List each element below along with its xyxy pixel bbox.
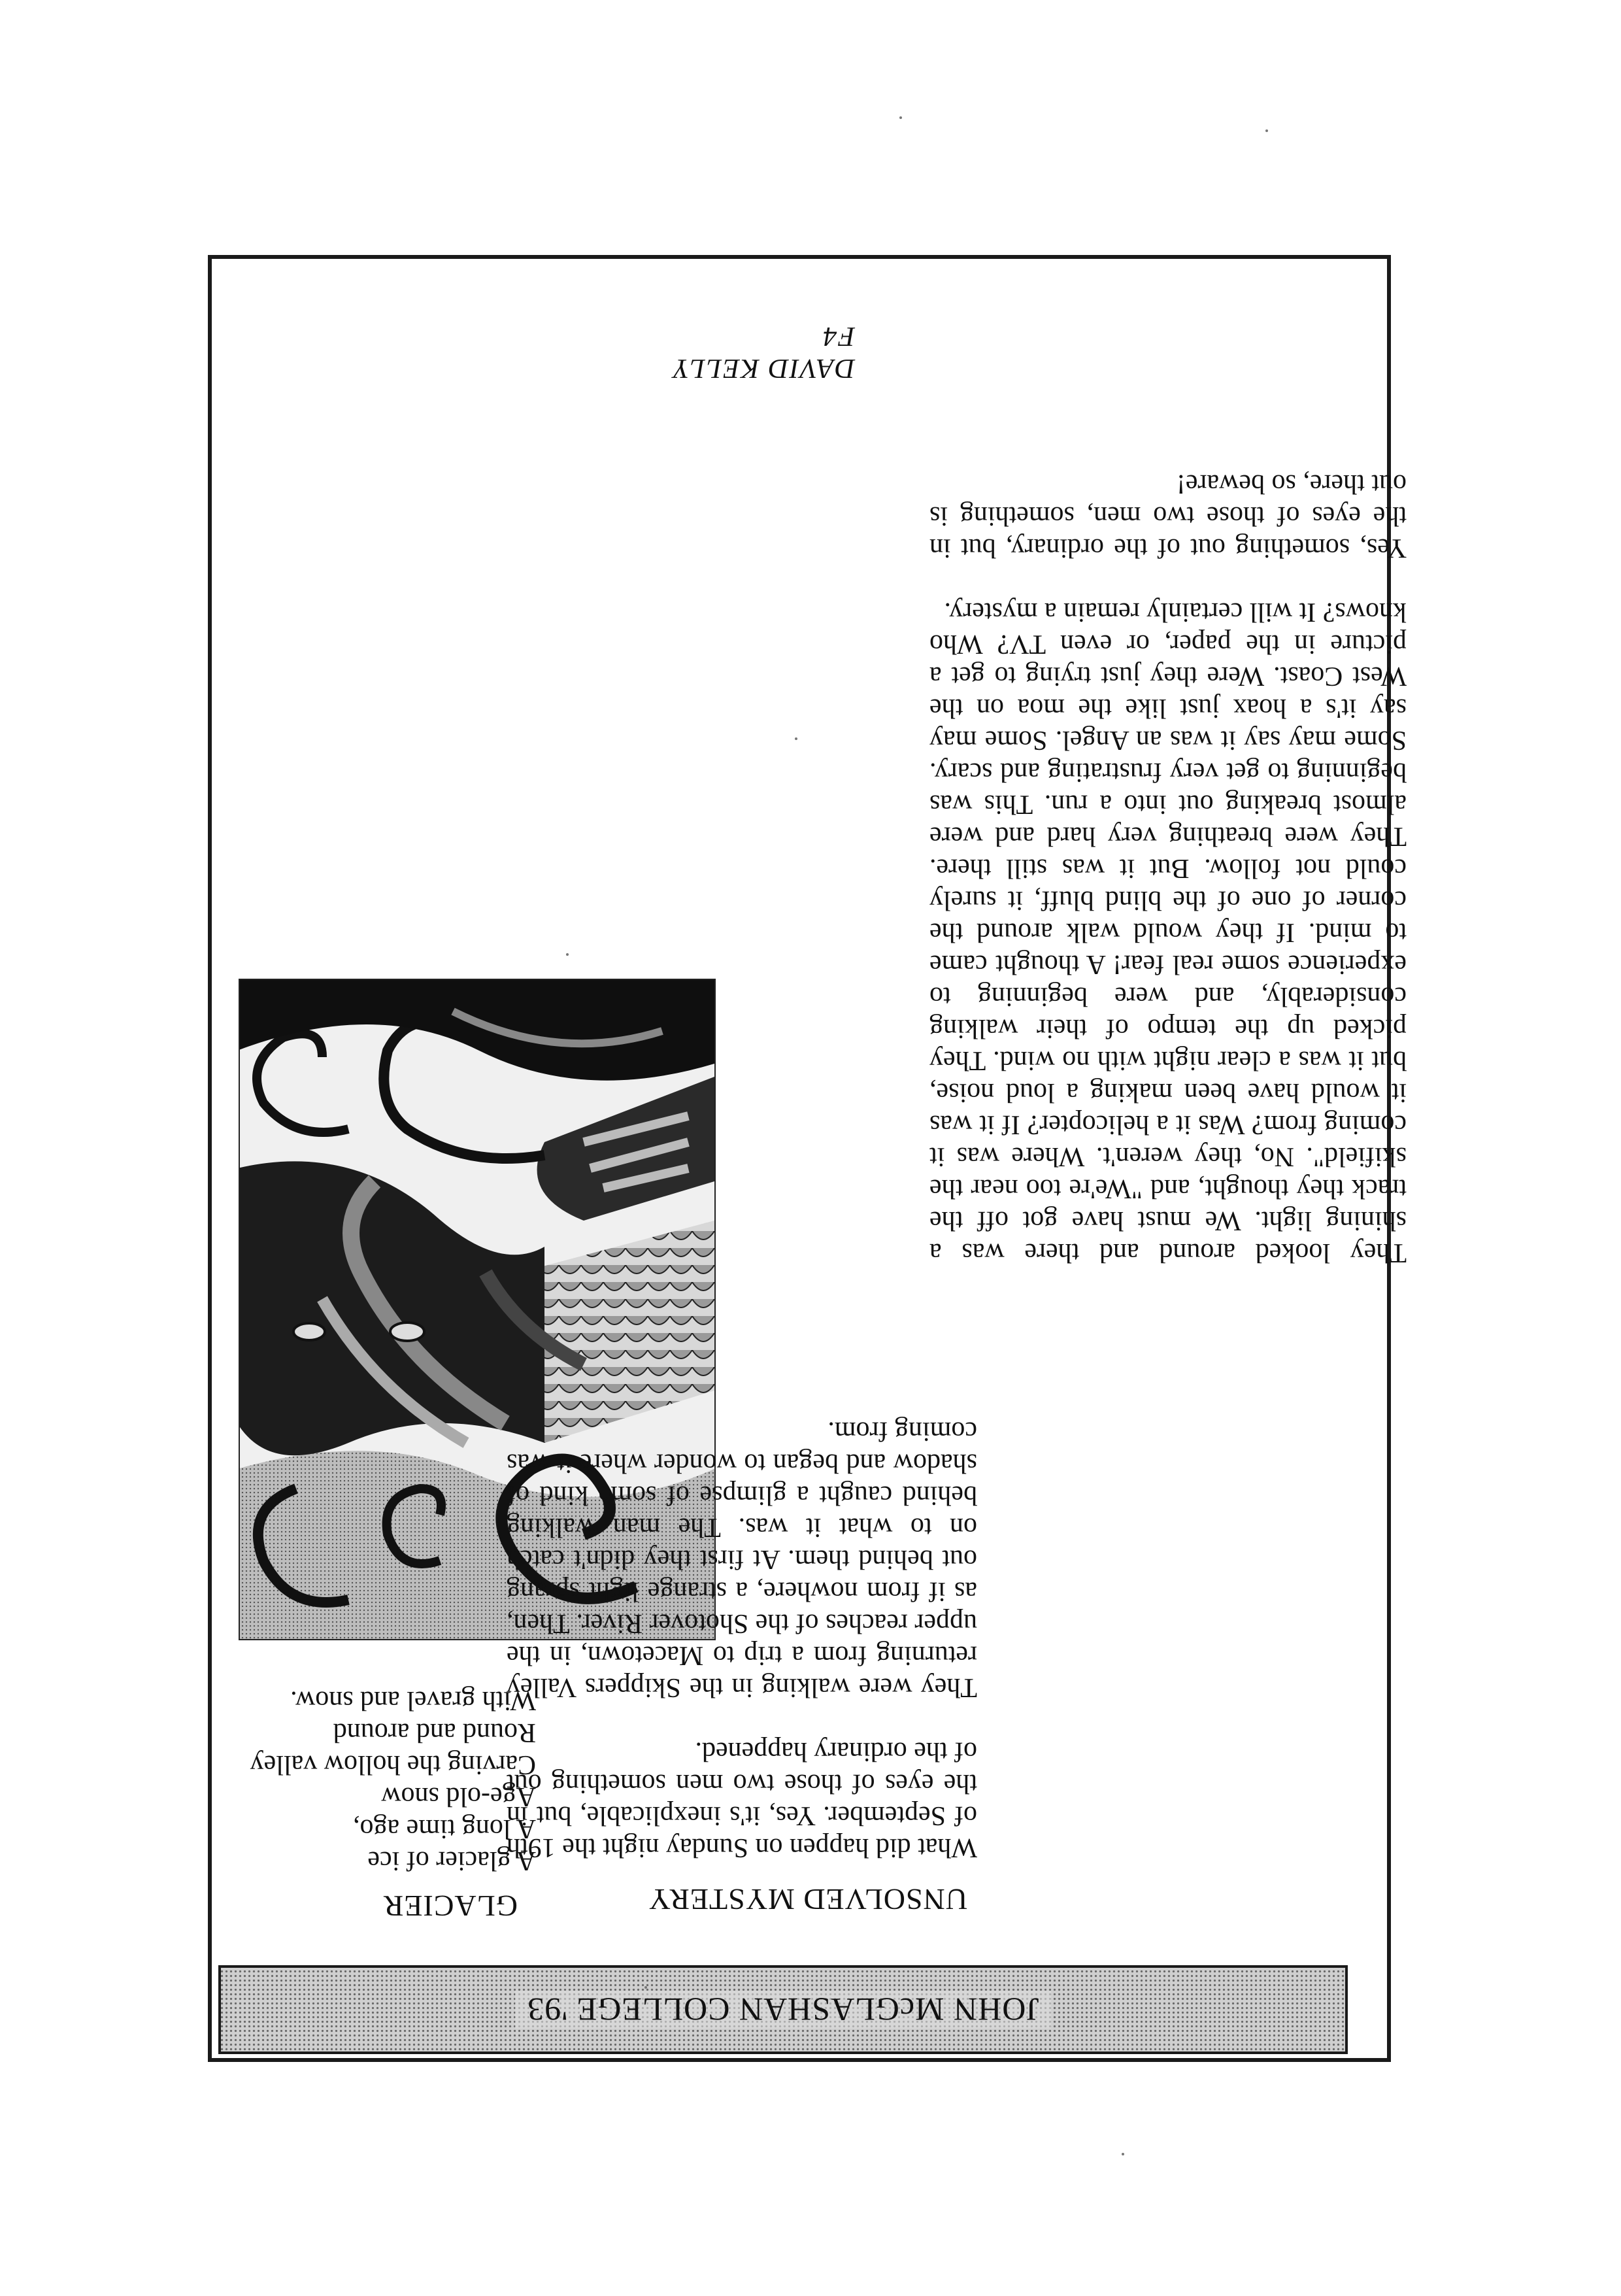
story-paragraph: What did happen on Sunday night the 19th of September. Yes, it's inexplicable, but in the eyes of those two men something out of the ordinary happened. (507, 1736, 977, 1863)
glacier-title: GLACIER (382, 1889, 518, 1923)
scan-speck (1265, 129, 1268, 132)
story-paragraph: They were walking in the Skippers Valley returning from a trip to Macetown, in the upper reaches of the Shotover River. Then, as if from nowhere, a strange light sprang out behind them. At first they didn't catch on to what it was. The man walking behind caught a glimpse of some kind of shadow and began to wonder where it was coming from. (506, 1416, 977, 1702)
scan-speck (566, 953, 569, 956)
scan-speck (795, 737, 797, 740)
scan-speck (899, 116, 902, 119)
author-form: F4 (822, 321, 855, 351)
mystery-title: UNSOLVED MYSTERY (648, 1883, 967, 1916)
mystery-story-continued (929, 467, 1407, 1268)
scan-speck (644, 1986, 647, 1989)
scan-speck (1122, 2153, 1124, 2155)
glacier-poem (250, 1684, 536, 1876)
story-paragraph: They looked around and there was a shining light. We must have got off the track they thought, and "We're too near the skifield". No, they weren't. Where was it coming from? Was it a helicopter? If it was it would have been making a loud noise, but it was a clear night with no wind. They picked up the tempo of their walking considerably, and were beginning to experience some real fear! A thought came to mind. If they would walk around the corner of one of the blind bluff, it surely could not follow. But it was still there. They were breathing very hard and were almost breaking out into a run. This was beginning to get very frustrating and scary. Some may say it was an Angel. Some may say it's a hoax just like the moa on the West Coast. Were they just trying to get a picture in the paper, or even TV? Who knows? It will certainly remain a mystery. (929, 597, 1407, 1268)
author-name: DAVID KELLY (672, 353, 855, 383)
poem-line: Carving the hollow valley (250, 1749, 536, 1780)
story-paragraph: Yes, something out of the ordinary, but in the eyes of those two men, something is out there, so beware! (929, 469, 1407, 563)
poem-line: A long time ago, (353, 1814, 536, 1844)
poem-line: A glacier of ice (367, 1846, 536, 1876)
poem-line: With gravel and snow. (290, 1685, 536, 1715)
banner-text: JOHN McGLASHAN COLLEGE '93 (515, 1991, 1051, 2029)
header-banner (218, 1965, 1348, 2054)
mystery-story (507, 1415, 977, 1863)
mystery-author (673, 320, 855, 384)
poem-line: Age-old snow (381, 1781, 536, 1812)
poem-line: Round and around (333, 1717, 536, 1747)
